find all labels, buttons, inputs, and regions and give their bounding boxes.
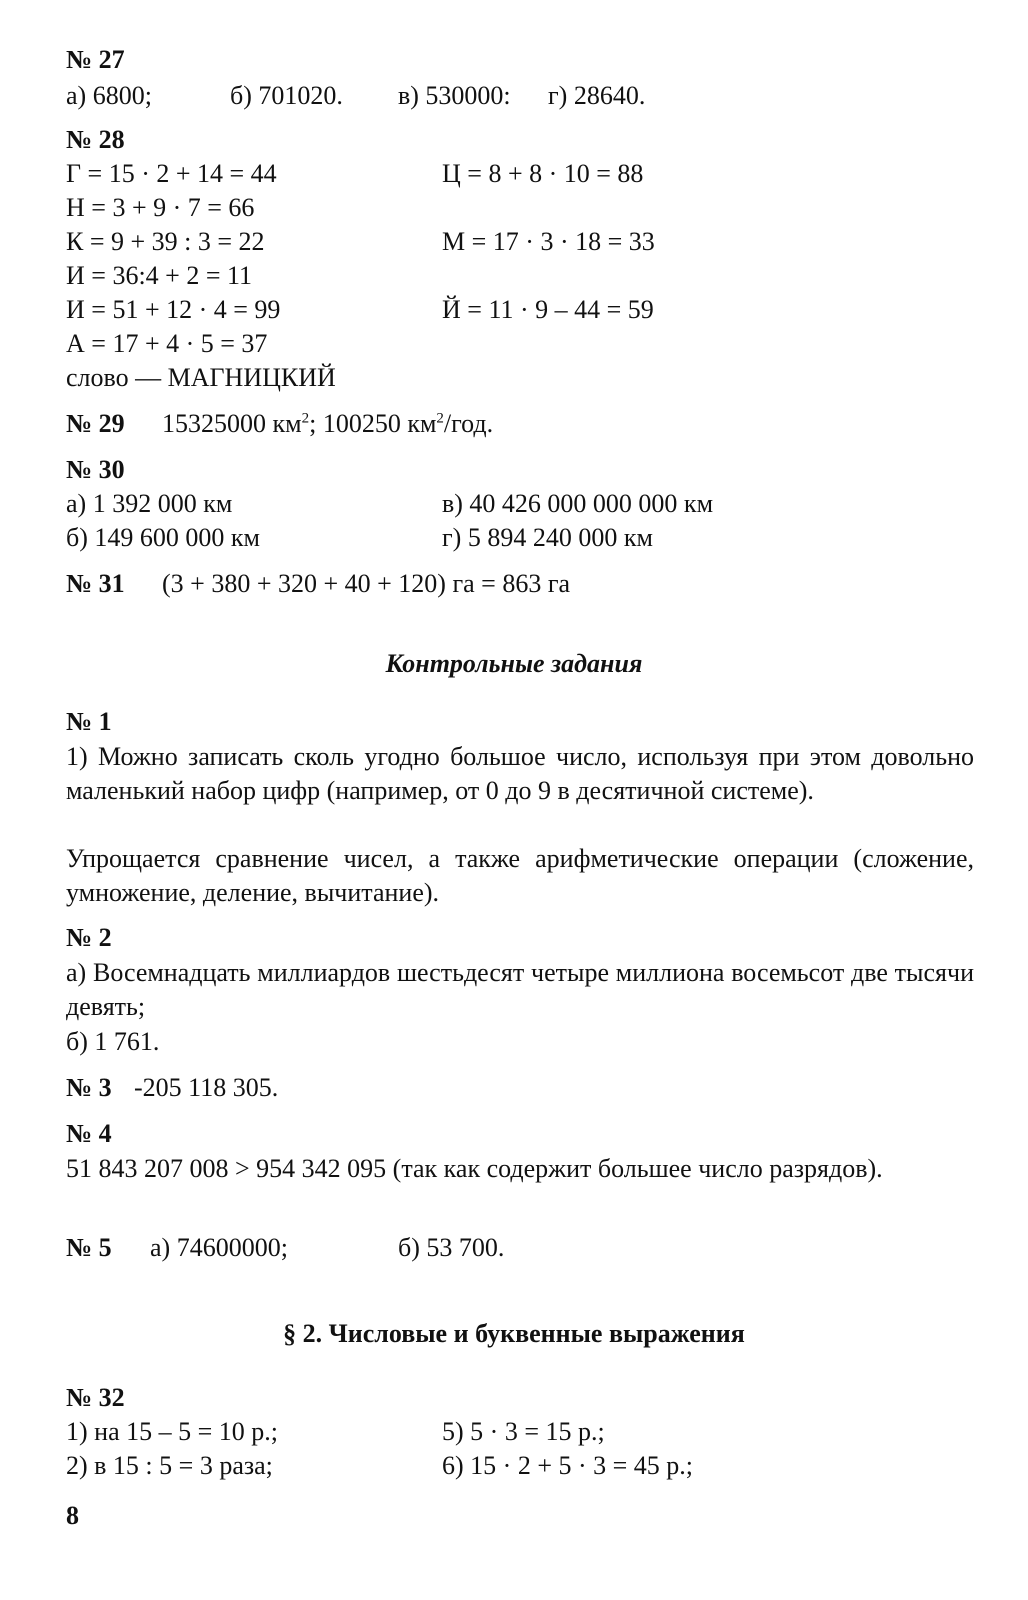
- task-28-row1-left: Г = 15 · 2 + 14 = 44: [66, 159, 277, 188]
- control-task-4-label: № 4: [66, 1119, 112, 1148]
- task-32-row1-right: 5) 5 · 3 = 15 р.;: [442, 1417, 605, 1446]
- task-28-row5-right: Й = 11 · 9 – 44 = 59: [442, 295, 654, 324]
- task-28-row3-right: М = 17 · 3 · 18 = 33: [442, 227, 655, 256]
- task-32-row1-left: 1) на 15 – 5 = 10 р.;: [66, 1417, 278, 1446]
- task-28-row4-left: И = 36:4 + 2 = 11: [66, 261, 253, 290]
- task-30-v: в) 40 426 000 000 000 км: [442, 489, 714, 518]
- task-29-label: № 29: [66, 409, 125, 438]
- task-32-row2-left: 2) в 15 : 5 = 3 раза;: [66, 1451, 273, 1480]
- task-30-b: б) 149 600 000 км: [66, 523, 260, 552]
- control-task-5-a: а) 74600000;: [150, 1233, 288, 1262]
- task-28-answer-word: слово — МАГНИЦКИЙ: [66, 363, 336, 392]
- task-28-row5-left: И = 51 + 12 · 4 = 99: [66, 295, 281, 324]
- task-28-row1-right: Ц = 8 + 8 · 10 = 88: [442, 159, 644, 188]
- task-28-label: № 28: [66, 125, 125, 154]
- task-30-a: а) 1 392 000 км: [66, 489, 233, 518]
- task-30-g: г) 5 894 240 000 км: [442, 523, 653, 552]
- control-task-5-label: № 5: [66, 1233, 112, 1262]
- task-31-label: № 31: [66, 569, 125, 598]
- task-27-label: № 27: [66, 45, 125, 74]
- task-27-g: г) 28640.: [548, 81, 646, 110]
- task-28-row6-left: А = 17 + 4 · 5 = 37: [66, 329, 268, 358]
- task-28-row3-left: К = 9 + 39 : 3 = 22: [66, 227, 265, 256]
- control-task-3-answer: -205 118 305.: [134, 1073, 279, 1102]
- control-tasks-title: Контрольные задания: [385, 649, 643, 678]
- task-28-row2-left: Н = 3 + 9 · 7 = 66: [66, 193, 255, 222]
- control-task-1-para2: Упрощается сравнение чисел, а также арифметические операции (сложение, умножение, деление, вычитание).: [66, 844, 974, 907]
- control-task-5-b: б) 53 700.: [398, 1233, 505, 1262]
- control-task-2-a: а) Восемнадцать миллиардов шестьдесят четыре миллиона восемьсот две тысячи девять;: [66, 958, 974, 1021]
- task-29-part3: /год.: [443, 409, 494, 438]
- control-task-4-answer: 51 843 207 008 > 954 342 095 (так как содержит большее число разрядов).: [66, 1154, 883, 1183]
- page-number: 8: [66, 1501, 79, 1530]
- task-32-row2-right: 6) 15 · 2 + 5 · 3 = 45 р.;: [442, 1451, 694, 1480]
- control-task-3-label: № 3: [66, 1073, 112, 1102]
- task-27-a: а) 6800;: [66, 81, 152, 110]
- control-task-1-para1: 1) Можно записать сколь угодно большое число, используя при этом довольно маленький набор цифр (например, от 0 до 9 в десятичной системе).: [66, 742, 974, 805]
- task-29-part2: ; 100250 км: [309, 409, 437, 438]
- control-task-2-b: б) 1 761.: [66, 1027, 160, 1056]
- task-29-sup1: 2: [301, 410, 310, 427]
- task-29-answer: [162, 408, 493, 440]
- task-32-label: № 32: [66, 1383, 125, 1412]
- task-27-b: б) 701020.: [230, 81, 343, 110]
- task-30-label: № 30: [66, 455, 125, 484]
- control-task-2-label: № 2: [66, 923, 112, 952]
- task-27-v: в) 530000:: [398, 81, 511, 110]
- section-2-title: § 2. Числовые и буквенные выражения: [283, 1319, 745, 1348]
- task-29-sup2: 2: [436, 410, 444, 427]
- task-29-part1: 15325000 км: [162, 409, 302, 438]
- control-task-1-label: № 1: [66, 707, 112, 736]
- task-31-answer: (3 + 380 + 320 + 40 + 120) га = 863 га: [162, 569, 571, 598]
